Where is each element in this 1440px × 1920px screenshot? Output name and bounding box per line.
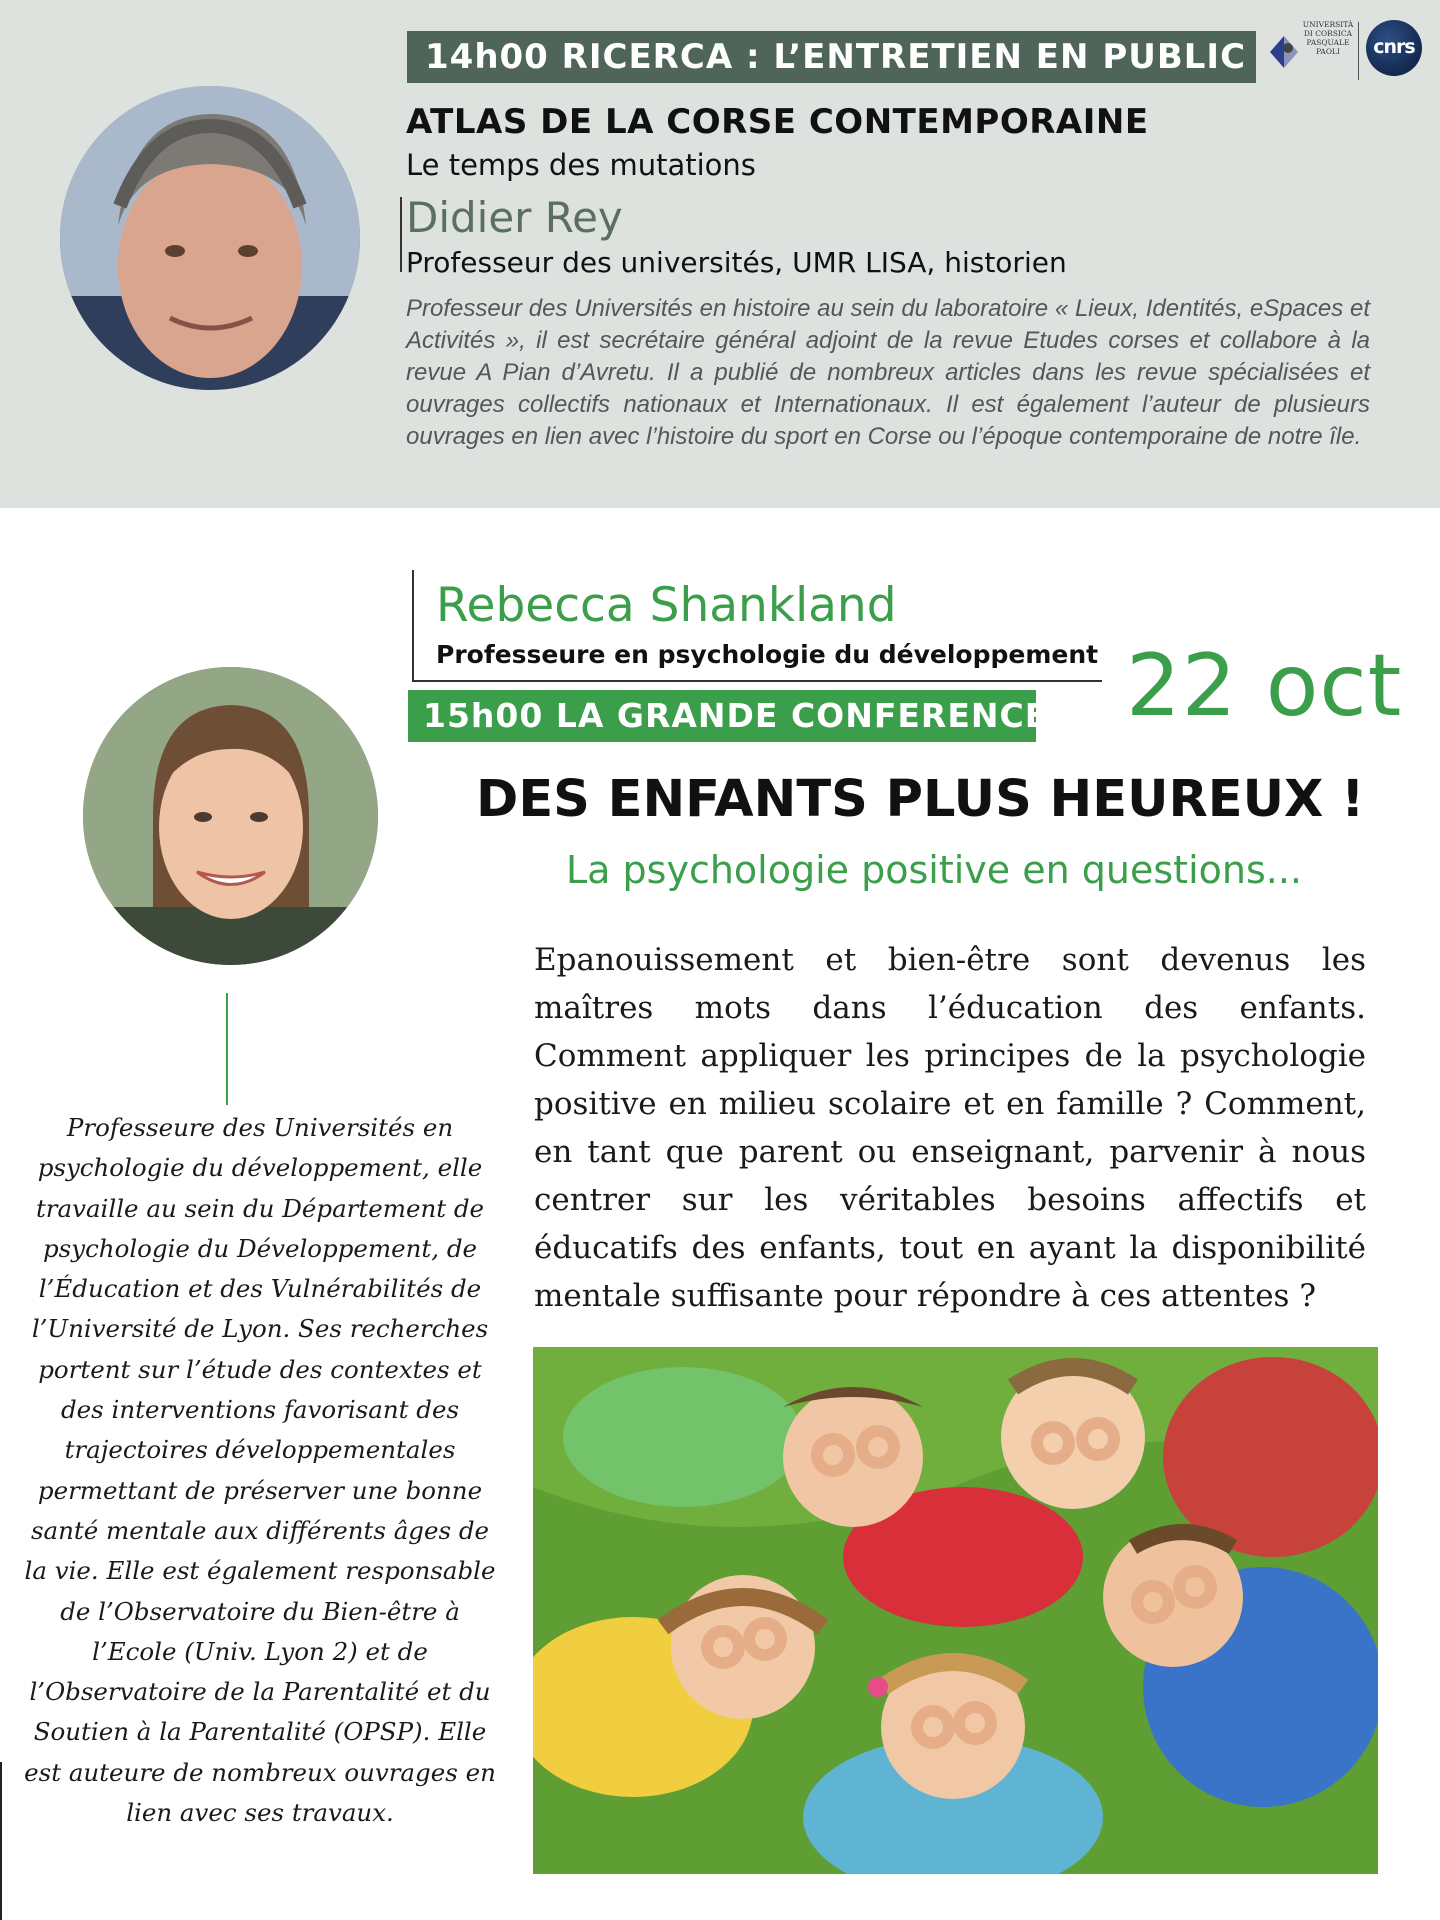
portrait-illustration: [60, 86, 360, 390]
green-divider: [226, 993, 228, 1105]
university-logo: [1266, 18, 1352, 80]
talk2-description: Epanouissement et bien-être sont devenus les maîtres mots dans l’éducation des enfants. Comment appliquer les principes de la psychologie positive en milieu scolaire et en famille ? Comment, en tant que parent ou enseignant, parvenir à nous centrer sur les véritables besoins affectifs et éducatifs des enfants, tout en ayant la disponibilité mentale suffisante pour répondre à ces attentes ?: [534, 942, 1366, 1314]
portrait-illustration: [83, 667, 378, 965]
speaker1-accent-bar: [400, 197, 402, 272]
talk2-title: DES ENFANTS PLUS HEUREUX !: [476, 770, 1365, 829]
speaker2-underline: [412, 680, 1102, 682]
session-tag-ricerca: 14h00 RICERCA : L’ENTRETIEN EN PUBLIC: [407, 31, 1256, 83]
talk1-subtitle: Le temps des mutations: [406, 148, 756, 182]
speaker2-accent-bar: [412, 570, 414, 680]
cnrs-logo: cnrs: [1366, 20, 1422, 76]
logo-divider: [1358, 22, 1359, 80]
speaker2-name: Rebecca Shankland: [436, 578, 897, 633]
talk2-subtitle: La psychologie positive en questions...: [566, 848, 1302, 892]
speaker1-bio: Professeur des Universités en histoire au sein du laboratoire « Lieux, Identités, eSpaces et Activités », il est secrétaire général adjoint de la revue Etudes corses et collabore à la revue A Pian d’Avretu. Il a publié de nombreux articles dans les revue spécialisées et ouvrages collectifs nationaux et Internationaux. Il est également l’auteur de plusieurs ouvrages en lien avec l’histoire du sport en Corse ou l’époque contemporaine de notre île.: [406, 295, 1370, 450]
speaker2-role: Professeure en psychologie du développement: [436, 640, 1099, 669]
university-emblem-icon: [1270, 32, 1298, 72]
speaker1-role: Professeur des universités, UMR LISA, historien: [406, 246, 1067, 279]
speaker1-name: Didier Rey: [406, 193, 623, 242]
partner-logos: [1266, 16, 1426, 88]
speaker-photo-rebecca-shankland: [83, 667, 378, 965]
black-divider: [0, 1762, 2, 1920]
speaker-photo-didier-rey: [60, 86, 360, 390]
event-date: 22 oct: [1126, 636, 1403, 736]
children-photo-illustration: [533, 1347, 1378, 1874]
university-logo-text: UNIVERSITÀ DI CORSICA PASQUALE PAOLI: [1302, 20, 1354, 56]
talk1-title: ATLAS DE LA CORSE CONTEMPORAINE: [406, 102, 1149, 142]
session-tag-grande-conference: 15h00 LA GRANDE CONFERENCE: [408, 690, 1036, 742]
speaker2-bio: Professeure des Universités en psychologie du développement, elle travaille au sein du Département de psychologie du Développement, de l’Éducation et des Vulnérabilités de l’Université de Lyon. Ses recherches portent sur l’étude des contextes et des interventions favorisant des trajectoires développementales permettant de préserver une bonne santé mentale aux différents âges de la vie. Elle est également responsable de l’Observatoire du Bien-être à l’Ecole (Univ. Lyon 2) et de l’Observatoire de la Parentalité et du Soutien à la Parentalité (OPSP). Elle est auteure de nombreux ouvrages en lien avec ses travaux.: [24, 1113, 496, 1828]
children-photo: [533, 1347, 1378, 1874]
